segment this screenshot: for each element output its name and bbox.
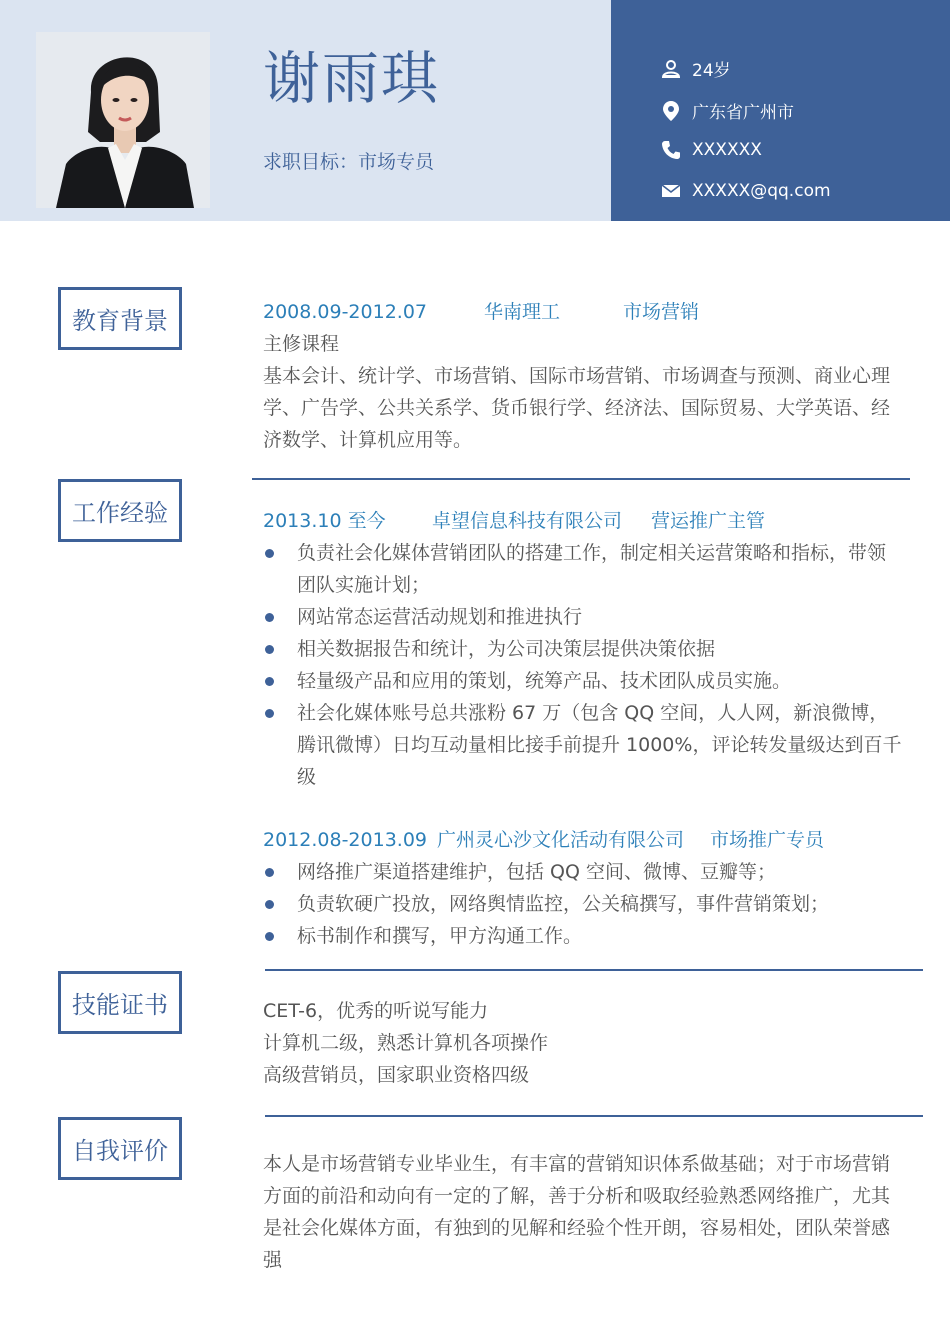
list-item: [263, 601, 903, 633]
job-2-duties: [263, 856, 903, 952]
contact-phone: [660, 139, 762, 161]
section-title-work: 工作经验: [58, 479, 182, 542]
phone-text: XXXXXX: [692, 140, 762, 160]
duty-line: 负责社会化媒体营销团队的搭建工作，制定相关运营策略和指标，带领: [297, 542, 887, 564]
age-text: 24岁: [692, 61, 731, 81]
education-school: 华南理工: [484, 301, 561, 323]
education-courses: [263, 328, 903, 456]
list-item: [263, 537, 903, 601]
job-objective: 求职目标：市场专员: [263, 151, 435, 173]
job-1-company: 卓望信息科技有限公司: [432, 510, 623, 532]
section-divider: [265, 969, 923, 971]
email-text: XXXXX@qq.com: [692, 181, 831, 201]
duty-line: 网络推广渠道搭建维护，包括 QQ 空间、微博、豆瓣等；: [297, 861, 776, 883]
candidate-name: 谢雨琪: [263, 46, 440, 112]
duty-line: 网站常态运营活动规划和推进执行: [297, 606, 583, 628]
list-item: [263, 633, 903, 665]
phone-icon: [660, 139, 682, 161]
job-1-position: 营运推广主管: [651, 510, 766, 532]
duty-line: 标书制作和撰写，甲方沟通工作。: [297, 925, 583, 947]
evaluation-line: 方面的前沿和动向有一定的了解，善于分析和吸取经验熟悉网络推广，尤其: [263, 1185, 891, 1207]
list-item: [263, 665, 903, 697]
contact-age: [660, 56, 731, 81]
education-major: 市场营销: [623, 301, 700, 323]
section-title-evaluation: 自我评价: [58, 1117, 182, 1180]
duty-line: 相关数据报告和统计，为公司决策层提供决策依据: [297, 638, 716, 660]
list-item: [263, 856, 903, 888]
duty-line: 团队实施计划；: [297, 574, 431, 596]
courses-line: 基本会计、统计学、市场营销、国际市场营销、市场调查与预测、商业心理: [263, 365, 891, 387]
duty-line: 社会化媒体账号总共涨粉 67 万（包含 QQ 空间，人人网，新浪微博，: [297, 702, 889, 724]
duty-line: 腾讯微博）日均互动量相比接手前提升 1000%，评论转发量级达到百千: [297, 734, 902, 756]
section-title-skills: 技能证书: [58, 971, 182, 1034]
courses-line: 济数学、计算机应用等。: [263, 429, 473, 451]
duty-line: 级: [297, 766, 317, 788]
skill-item: 计算机二级，熟悉计算机各项操作: [263, 1032, 549, 1054]
job-2-position: 市场推广专员: [710, 829, 825, 851]
skill-item: CET-6，优秀的听说写能力: [263, 1000, 489, 1022]
job-1-period: 2013.10 至今: [263, 510, 386, 532]
job-1-duties: [263, 537, 903, 793]
section-title-education: 教育背景: [58, 287, 182, 350]
person-icon: [660, 58, 682, 80]
education-period: 2008.09-2012.07: [263, 301, 427, 323]
list-item: [263, 920, 903, 952]
contact-email: [660, 180, 831, 202]
envelope-icon: [660, 180, 682, 202]
courses-label: 主修课程: [263, 333, 340, 355]
section-divider: [252, 478, 910, 480]
profile-photo: [36, 32, 210, 208]
job-2-company: 广州灵心沙文化活动有限公司: [437, 829, 685, 851]
contact-location: [660, 98, 794, 123]
evaluation-line: 强: [263, 1249, 283, 1271]
skills-list: [263, 995, 903, 1091]
duty-line: 轻量级产品和应用的策划，统筹产品、技术团队成员实施。: [297, 670, 792, 692]
evaluation-line: 本人是市场营销专业毕业生，有丰富的营销知识体系做基础；对于市场营销: [263, 1153, 891, 1175]
section-divider: [265, 1115, 923, 1117]
evaluation-line: 是社会化媒体方面，有独到的见解和经验个性开朗，容易相处，团队荣誉感: [263, 1217, 891, 1239]
list-item: [263, 697, 903, 793]
courses-line: 学、广告学、公共关系学、货币银行学、经济法、国际贸易、大学英语、经: [263, 397, 891, 419]
duty-line: 负责软硬广投放，网络舆情监控，公关稿撰写，事件营销策划；: [297, 893, 830, 915]
list-item: [263, 888, 903, 920]
skill-item: 高级营销员，国家职业资格四级: [263, 1064, 530, 1086]
job-2-period: 2012.08-2013.09: [263, 829, 427, 851]
location-text: 广东省广州市: [692, 103, 794, 123]
location-pin-icon: [660, 100, 682, 122]
self-evaluation-text: [263, 1148, 903, 1276]
